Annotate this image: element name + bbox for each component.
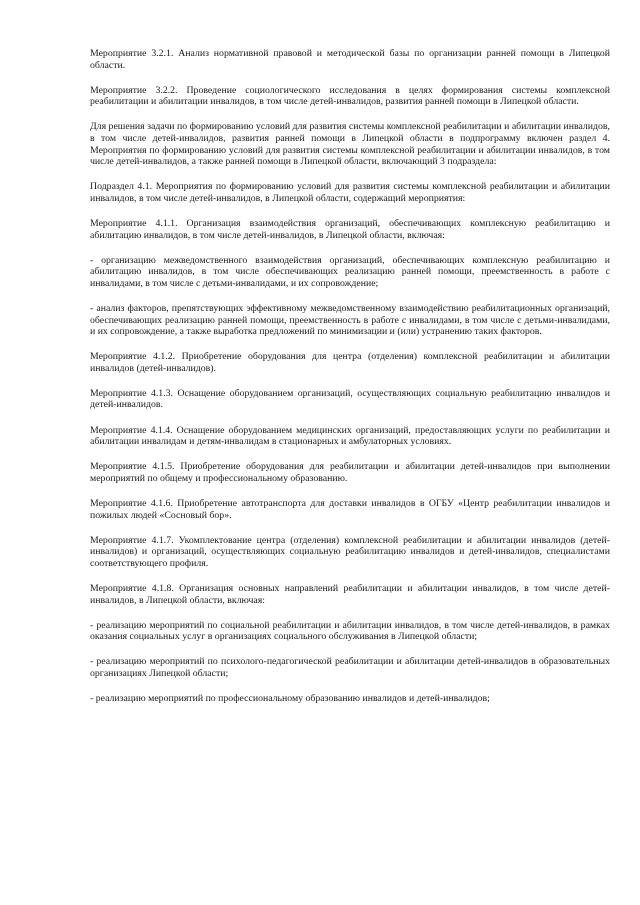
list-item-factor-analysis: - анализ факторов, препятствующих эффективному межведомственному взаимодействию реабилитационных организаций, обеспечивающих реализацию ранней помощи, преемственность в работе с инвалидами, в том числе с детьми-инвалидами, и их сопровождение, а также выработка предложений по минимизации и (или) устранению таких факторов.	[90, 302, 610, 338]
paragraph-3-2-2: Мероприятие 3.2.2. Проведение социологического исследования в целях формирования системы комплексной реабилитации и абилитации инвалидов, в том числе детей-инвалидов, развития ранней помощи в Липецкой области.	[90, 84, 610, 108]
paragraph-4-1-3: Мероприятие 4.1.3. Оснащение оборудованием организаций, осуществляющих социальную реабилитацию инвалидов и детей-инвалидов.	[90, 387, 610, 411]
paragraph-subsection-4-1: Подраздел 4.1. Мероприятия по формированию условий для развития системы комплексной реабилитации и абилитации инвалидов, в том числе детей-инвалидов, в Липецкой области, содержащий мероприятия:	[90, 181, 610, 204]
list-item-interagency: - организацию межведомственного взаимодействия организаций, обеспечивающих комплексную реабилитацию и абилитацию инвалидов, в том числе обеспечивающих реализацию ранней помощи, преемственность в работе с инвалидами, в том числе с детьми-инвалидами, и их сопровождение;	[90, 254, 610, 289]
paragraph-4-1-6: Мероприятие 4.1.6. Приобретение автотранспорта для доставки инвалидов в ОГБУ «Центр реабилитации инвалидов и пожилых людей «Сосновый бор».	[90, 497, 610, 521]
paragraph-3-2-1: Мероприятие 3.2.1. Анализ нормативной правовой и методической базы по организации ранней помощи в Липецкой области.	[90, 48, 610, 71]
list-item-psych-ped-rehab: - реализацию мероприятий по психолого-педагогической реабилитации и абилитации детей-инвалидов в образовательных организациях Липецкой области;	[90, 656, 610, 679]
paragraph-4-1-8: Мероприятие 4.1.8. Организация основных направлений реабилитации и абилитации инвалидов, в том числе детей-инвалидов, в Липецкой области, включая:	[90, 582, 610, 606]
document-page	[90, 48, 610, 718]
paragraph-task-section-4: Для решения задачи по формированию условий для развития системы комплексной реабилитации и абилитации инвалидов, в том числе детей-инвалидов, развития ранней помощи в Липецкой области в подпрограмму включен раздел 4. Мероприятия по формированию условий для развития системы комплексной реабилитации и абилитации инвалидов, в том числе детей-инвалидов, а также ранней помощи в Липецкой области, включающий 3 подраздела:	[90, 121, 610, 168]
list-item-prof-education: - реализацию мероприятий по профессиональному образованию инвалидов и детей-инвалидов;	[90, 692, 490, 704]
paragraph-4-1-7: Мероприятие 4.1.7. Укомплектование центра (отделения) комплексной реабилитации и абилитации инвалидов (детей-инвалидов) и организаций, осуществляющих социальную реабилитацию инвалидов и детей-инвалидов, специалистами соответствующего профиля.	[90, 534, 610, 569]
paragraph-4-1-5: Мероприятие 4.1.5. Приобретение оборудования для реабилитации и абилитации детей-инвалидов при выполнении мероприятий по общему и профессиональному образованию.	[90, 461, 610, 484]
paragraph-4-1-2: Мероприятие 4.1.2. Приобретение оборудования для центра (отделения) комплексной реабилитации и абилитации инвалидов (детей-инвалидов).	[90, 351, 610, 374]
paragraph-4-1-1: Мероприятие 4.1.1. Организация взаимодействия организаций, обеспечивающих комплексную реабилитацию и абилитацию инвалидов, в том числе детей-инвалидов, в Липецкой области, включая:	[90, 217, 610, 241]
paragraph-4-1-4: Мероприятие 4.1.4. Оснащение оборудованием медицинских организаций, предоставляющих услуги по реабилитации и абилитации инвалидам и детям-инвалидам в стационарных и амбулаторных условиях.	[90, 424, 610, 448]
list-item-social-rehab: - реализацию мероприятий по социальной реабилитации и абилитации инвалидов, в том числе детей-инвалидов, в рамках оказания социальных услуг в организациях социального обслуживания в Липецкой области;	[90, 619, 610, 643]
